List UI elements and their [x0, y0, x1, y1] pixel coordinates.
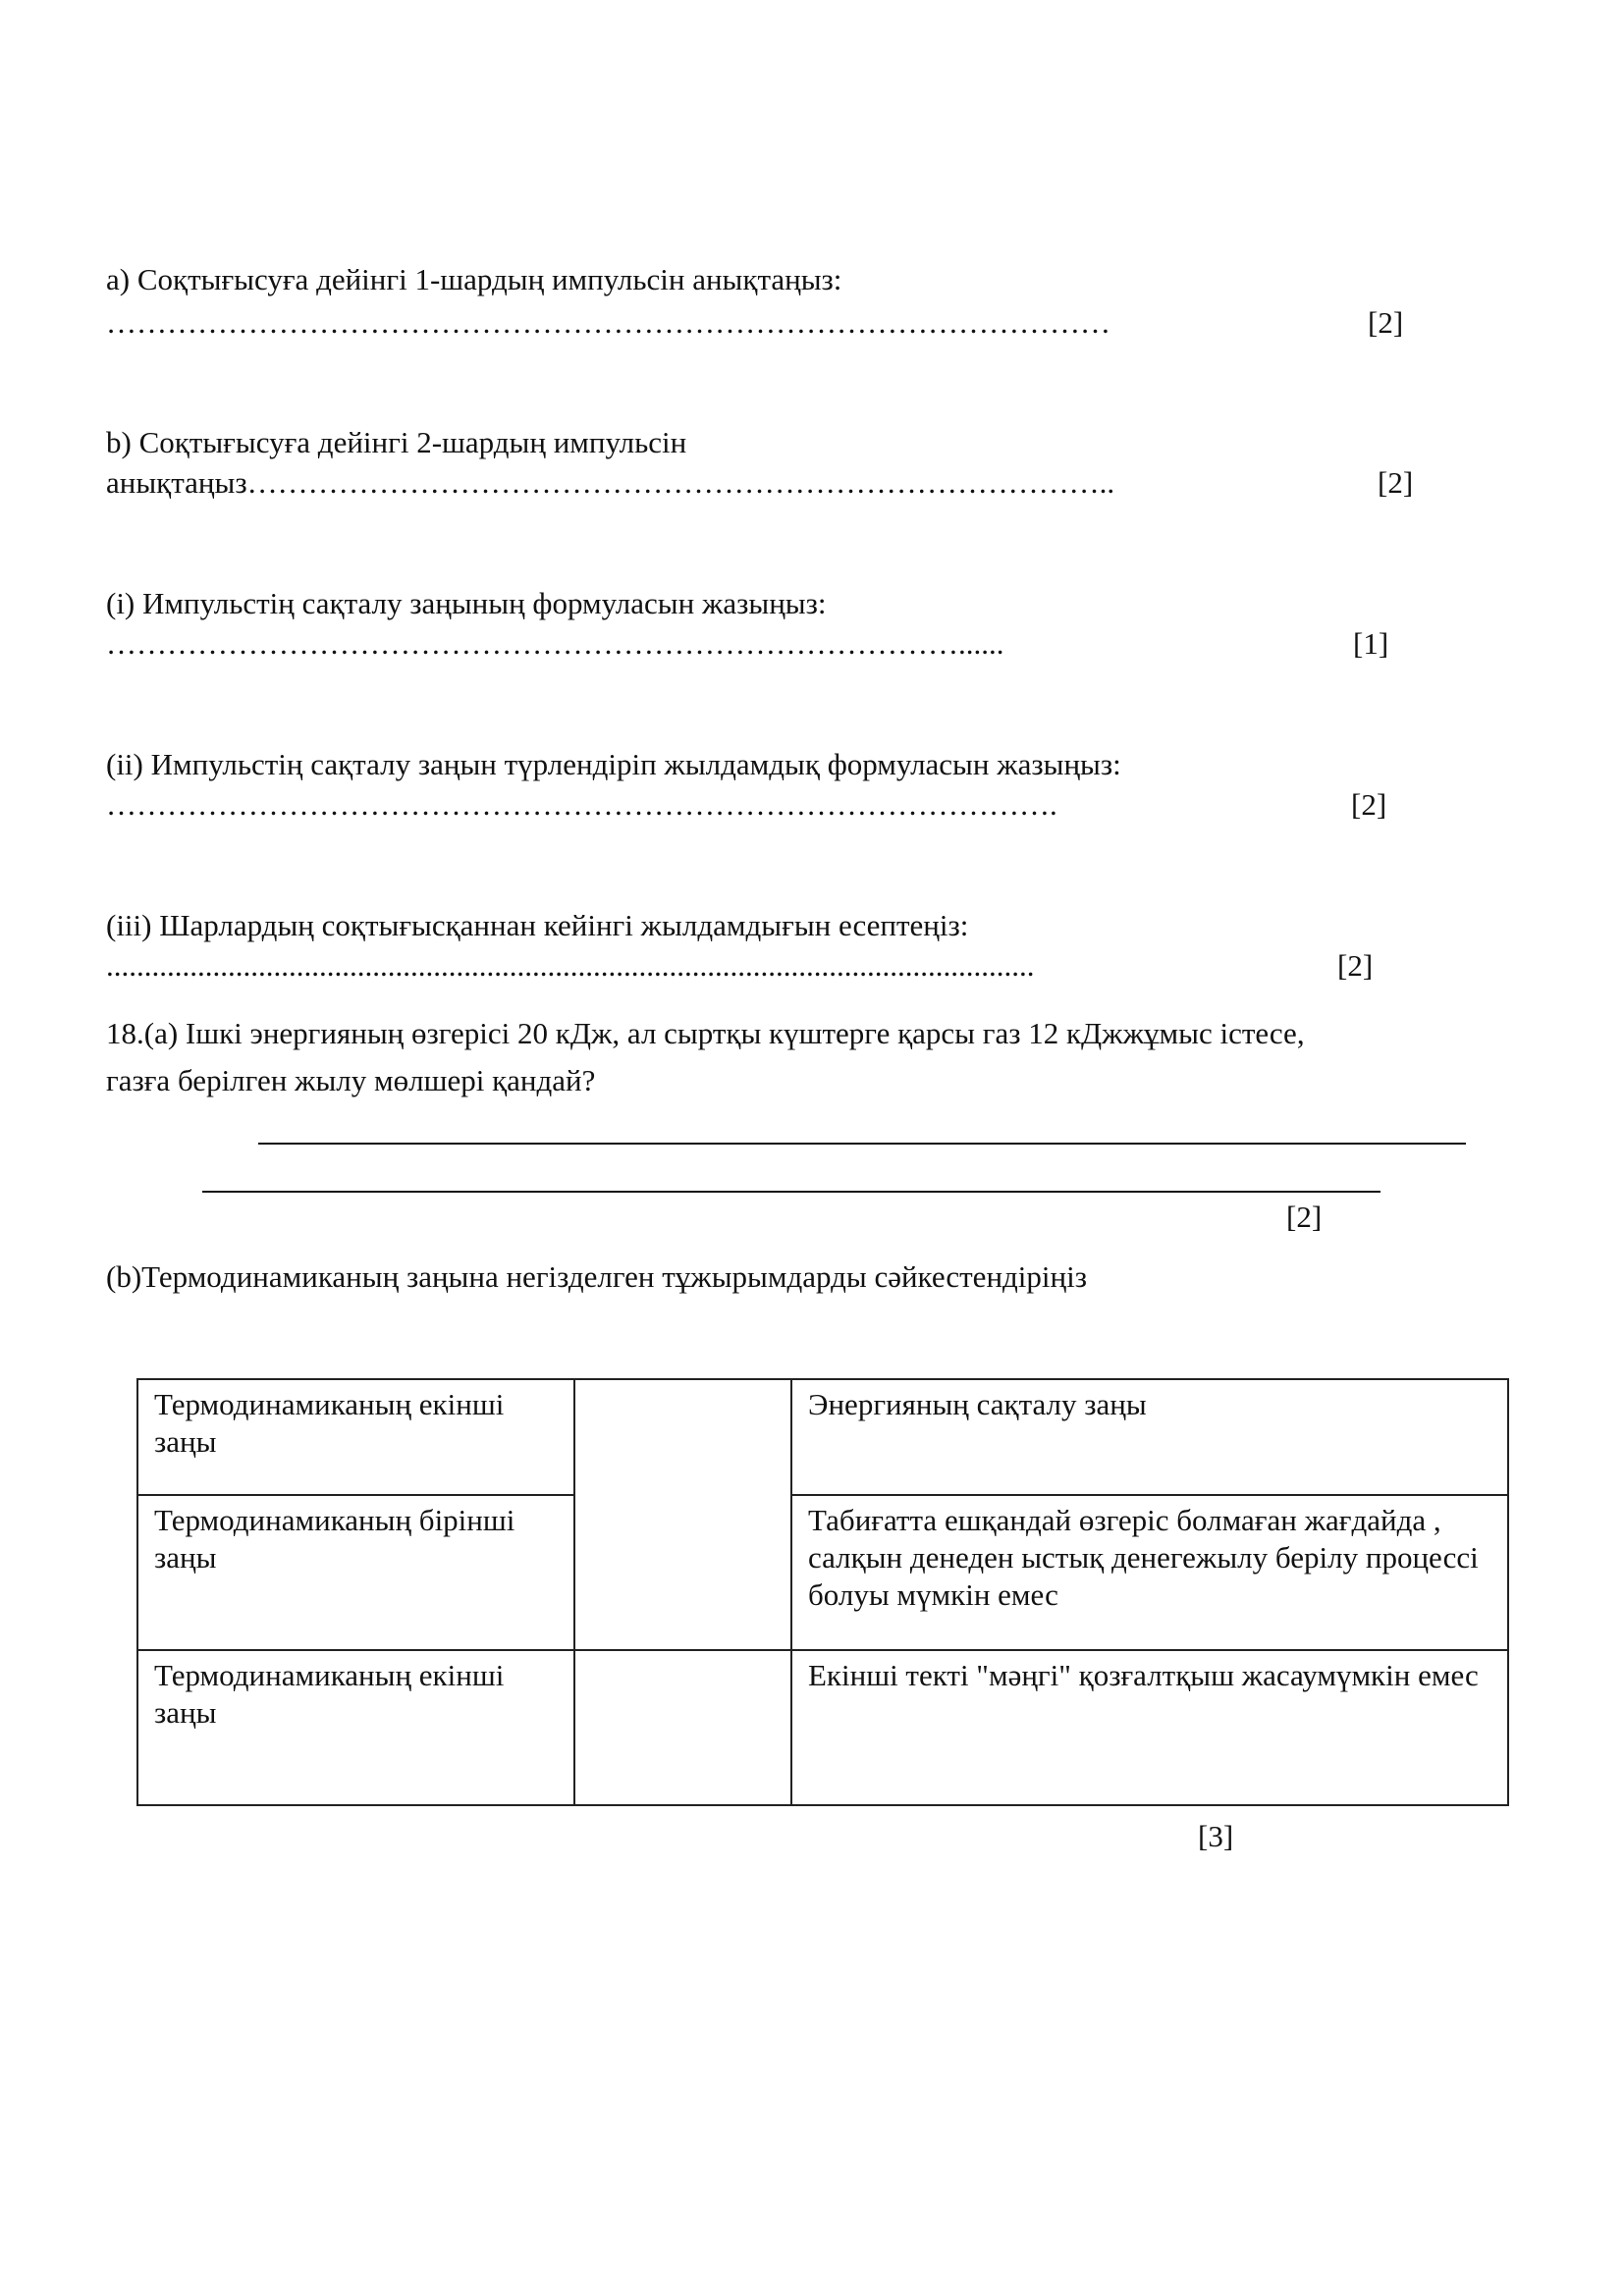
- question-i-mark: [1]: [1353, 626, 1389, 661]
- right-cell: Энергияның сақталу заңы: [791, 1379, 1508, 1495]
- left-cell: Термодинамиканың бірінші заңы: [137, 1495, 574, 1650]
- question-b-text: b) Соқтығысуға дейінгі 2-шардың импульсін: [106, 425, 687, 459]
- answer-rule-1[interactable]: [258, 1143, 1466, 1145]
- question-a-mark: [2]: [1368, 305, 1404, 340]
- answer-rule-2[interactable]: [202, 1191, 1380, 1193]
- question-i-answer-line[interactable]: …………………………………………………………………………......: [106, 626, 1004, 661]
- question-i-text: (i) Импульстің сақталу заңының формуласын жазыңыз:: [106, 586, 827, 620]
- answer-cell[interactable]: [574, 1495, 791, 1650]
- question-a-answer-line[interactable]: ………………………………………………………………………………………: [106, 305, 1110, 340]
- answer-cell[interactable]: [574, 1379, 791, 1495]
- left-cell: Термодинамиканың екінші заңы: [137, 1650, 574, 1805]
- question-18a-text-line2: газға берілген жылу мөлшері қандай?: [106, 1063, 596, 1097]
- question-18b-instruction: (b)Термодинамиканың заңына негізделген тұжырымдарды сәйкестендіріңіз: [106, 1259, 1087, 1294]
- answer-cell[interactable]: [574, 1650, 791, 1805]
- question-b-answer-line[interactable]: анықтаңыз…………………………………………………………………………..: [106, 465, 1115, 500]
- table-row: [137, 1650, 1508, 1805]
- question-18a-text-line1: 18.(a) Ішкі энергияның өзгерісі 20 кДж, ал сыртқы күштерге қарсы газ 12 кДжжұмыс істесе,: [106, 1016, 1305, 1050]
- question-iii-text: (iii) Шарлардың соқтығысқаннан кейінгі жылдамдығын есептеңіз:: [106, 908, 969, 942]
- question-ii-mark: [2]: [1351, 787, 1387, 822]
- question-iii-mark: [2]: [1337, 948, 1374, 983]
- question-18b-mark: [3]: [1198, 1819, 1234, 1853]
- question-ii-text: (ii) Импульстің сақталу заңын түрлендіріп жылдамдық формуласын жазыңыз:: [106, 747, 1121, 781]
- left-cell: Термодинамиканың екінші заңы: [137, 1379, 574, 1495]
- table-row: [137, 1495, 1508, 1650]
- question-18a-mark: [2]: [1286, 1200, 1323, 1234]
- question-a-text: a) Соқтығысуға дейінгі 1-шардың импульсін анықтаңыз:: [106, 262, 842, 296]
- right-cell: Табиғатта ешқандай өзгеріс болмаған жағдайда , салқын денеден ыстық денегежылу берілу процессі болуы мүмкін емес: [791, 1495, 1508, 1650]
- question-ii-answer-line[interactable]: ………………………………………………………………………………….: [106, 787, 1057, 822]
- question-iii-answer-line[interactable]: ..........................................................................................................................: [106, 948, 1035, 983]
- table-row: [137, 1379, 1508, 1495]
- right-cell: Екінші текті "мәңгі" қозғалтқыш жасаумүмкін емес: [791, 1650, 1508, 1805]
- matching-table: [136, 1378, 1509, 1806]
- question-b-mark: [2]: [1378, 465, 1414, 500]
